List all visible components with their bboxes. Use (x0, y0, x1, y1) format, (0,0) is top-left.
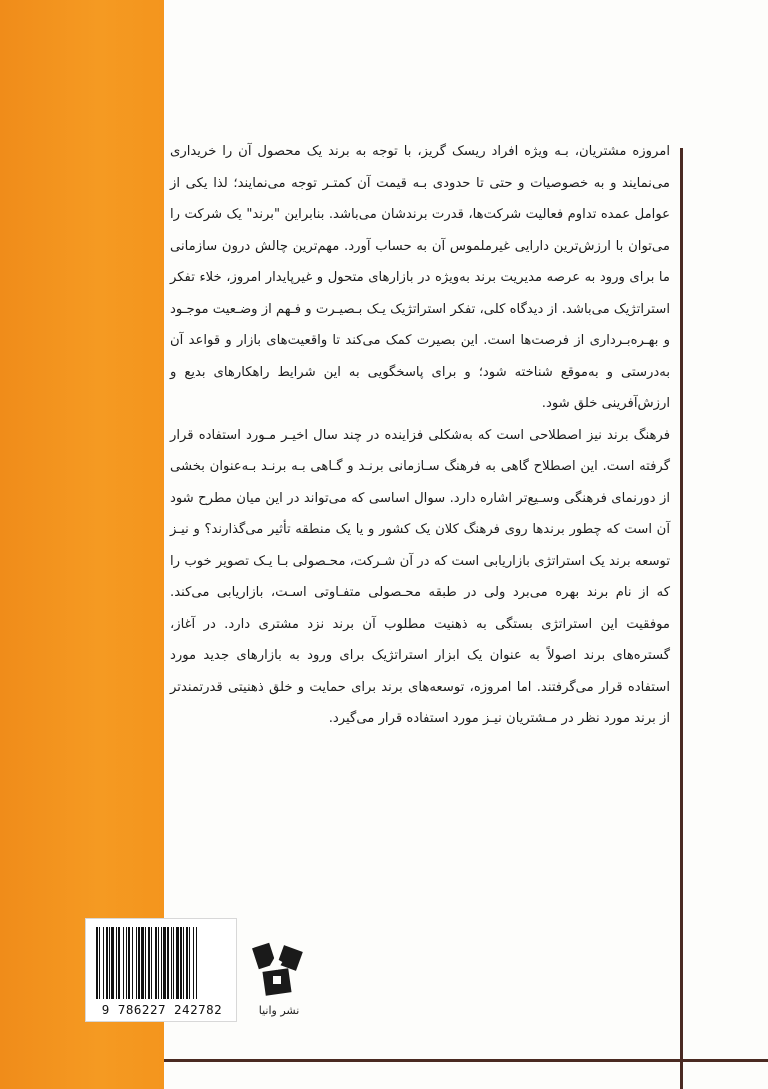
paragraph-1: امروزه مشتریان، بـه ویژه افراد ریسک گریز، با توجه به برند یک محصول آن را خریداری می‌نمایند و به خصوصیات و حتی تا حدودی بـه قیمت آن کمتـر توجه می‌نمایند؛ لذا یکی از عوامل عمده تداوم فعالیت شرکت‌ها، قدرت برندشان می‌باشد. بنابراین "برند" یک شرکت را می‌توان با ارزش‌ترین دارایی غیرملموس آن به حساب آورد. مهم‌ترین چالش درون سازمانی ما برای ورود به عرصه مدیریت برند به‌ویژه در بازارهای متحول و غیرپایدار امروز، خلاء تفکر استراتژیک می‌باشد. از دیدگاه کلی، تفکر استراتژیک یـک بـصیـرت و فـهم از وضـعیت موجـود و بهـره‌بـرداری از فرصت‌ها است. این بصیرت کمک می‌کند تا واقعیت‌های بازار و قواعد آن به‌درستی و به‌موقع شناخته شود؛ و برای پاسخگویی به این شرایط راهکارهای بدیع و ارزش‌آفرینی خلق شود. (170, 144, 670, 411)
vertical-divider-line (680, 148, 683, 1089)
publisher-logo-icon (252, 942, 306, 998)
publisher-name: نشر وانیا (258, 1004, 300, 1017)
back-cover-text (170, 136, 670, 735)
horizontal-divider-line (164, 1059, 768, 1062)
paragraph-2: فرهنگ برند نیز اصطلاحی است که به‌شکلی فزاینده در چند سال اخیـر مـورد استفاده قرار گرفته است. این اصطلاح گاهی به فرهنگ سـازمانی برنـد و گـاهی بـه برنـد بـه‌عنوان بخشی از دورنمای فرهنگی وسـیع‌تر اشاره دارد. سوال اساسی که می‌تواند در این میان مطرح شود آن است که چطور برندها روی فرهنگ کلان یک کشور و یا یک منطقه تأثیر می‌گذارند؟ و نیـز توسعه برند یک استراتژی بازاریابی است که در آن شـرکت، محـصولی بـا یـک تصویر خوب را که از نام برند بهره می‌برد ولی در طبقه محـصولی متفـاوتی اسـت، بازاریابی می‌کند. موفقیت این استراتژی بستگی به ذهنیت مطلوب آن برند نزد مشتری دارد. در آغاز، گستره‌های برند اصولاً به عنوان یک ابزار استراتژیک برای ورود به بازارهای جدید مورد استفاده قرار می‌گرفتند. اما امروزه، توسعه‌های برند برای حمایت و خلق ذهنیتی قدرتمندتر از برند مورد نظر در مـشتریان نیـز مورد استفاده قرار می‌گیرد. (170, 427, 670, 726)
isbn-number: 9 786227 242782 (101, 1002, 223, 1017)
barcode-bars (96, 927, 228, 999)
isbn-barcode (85, 918, 237, 1022)
